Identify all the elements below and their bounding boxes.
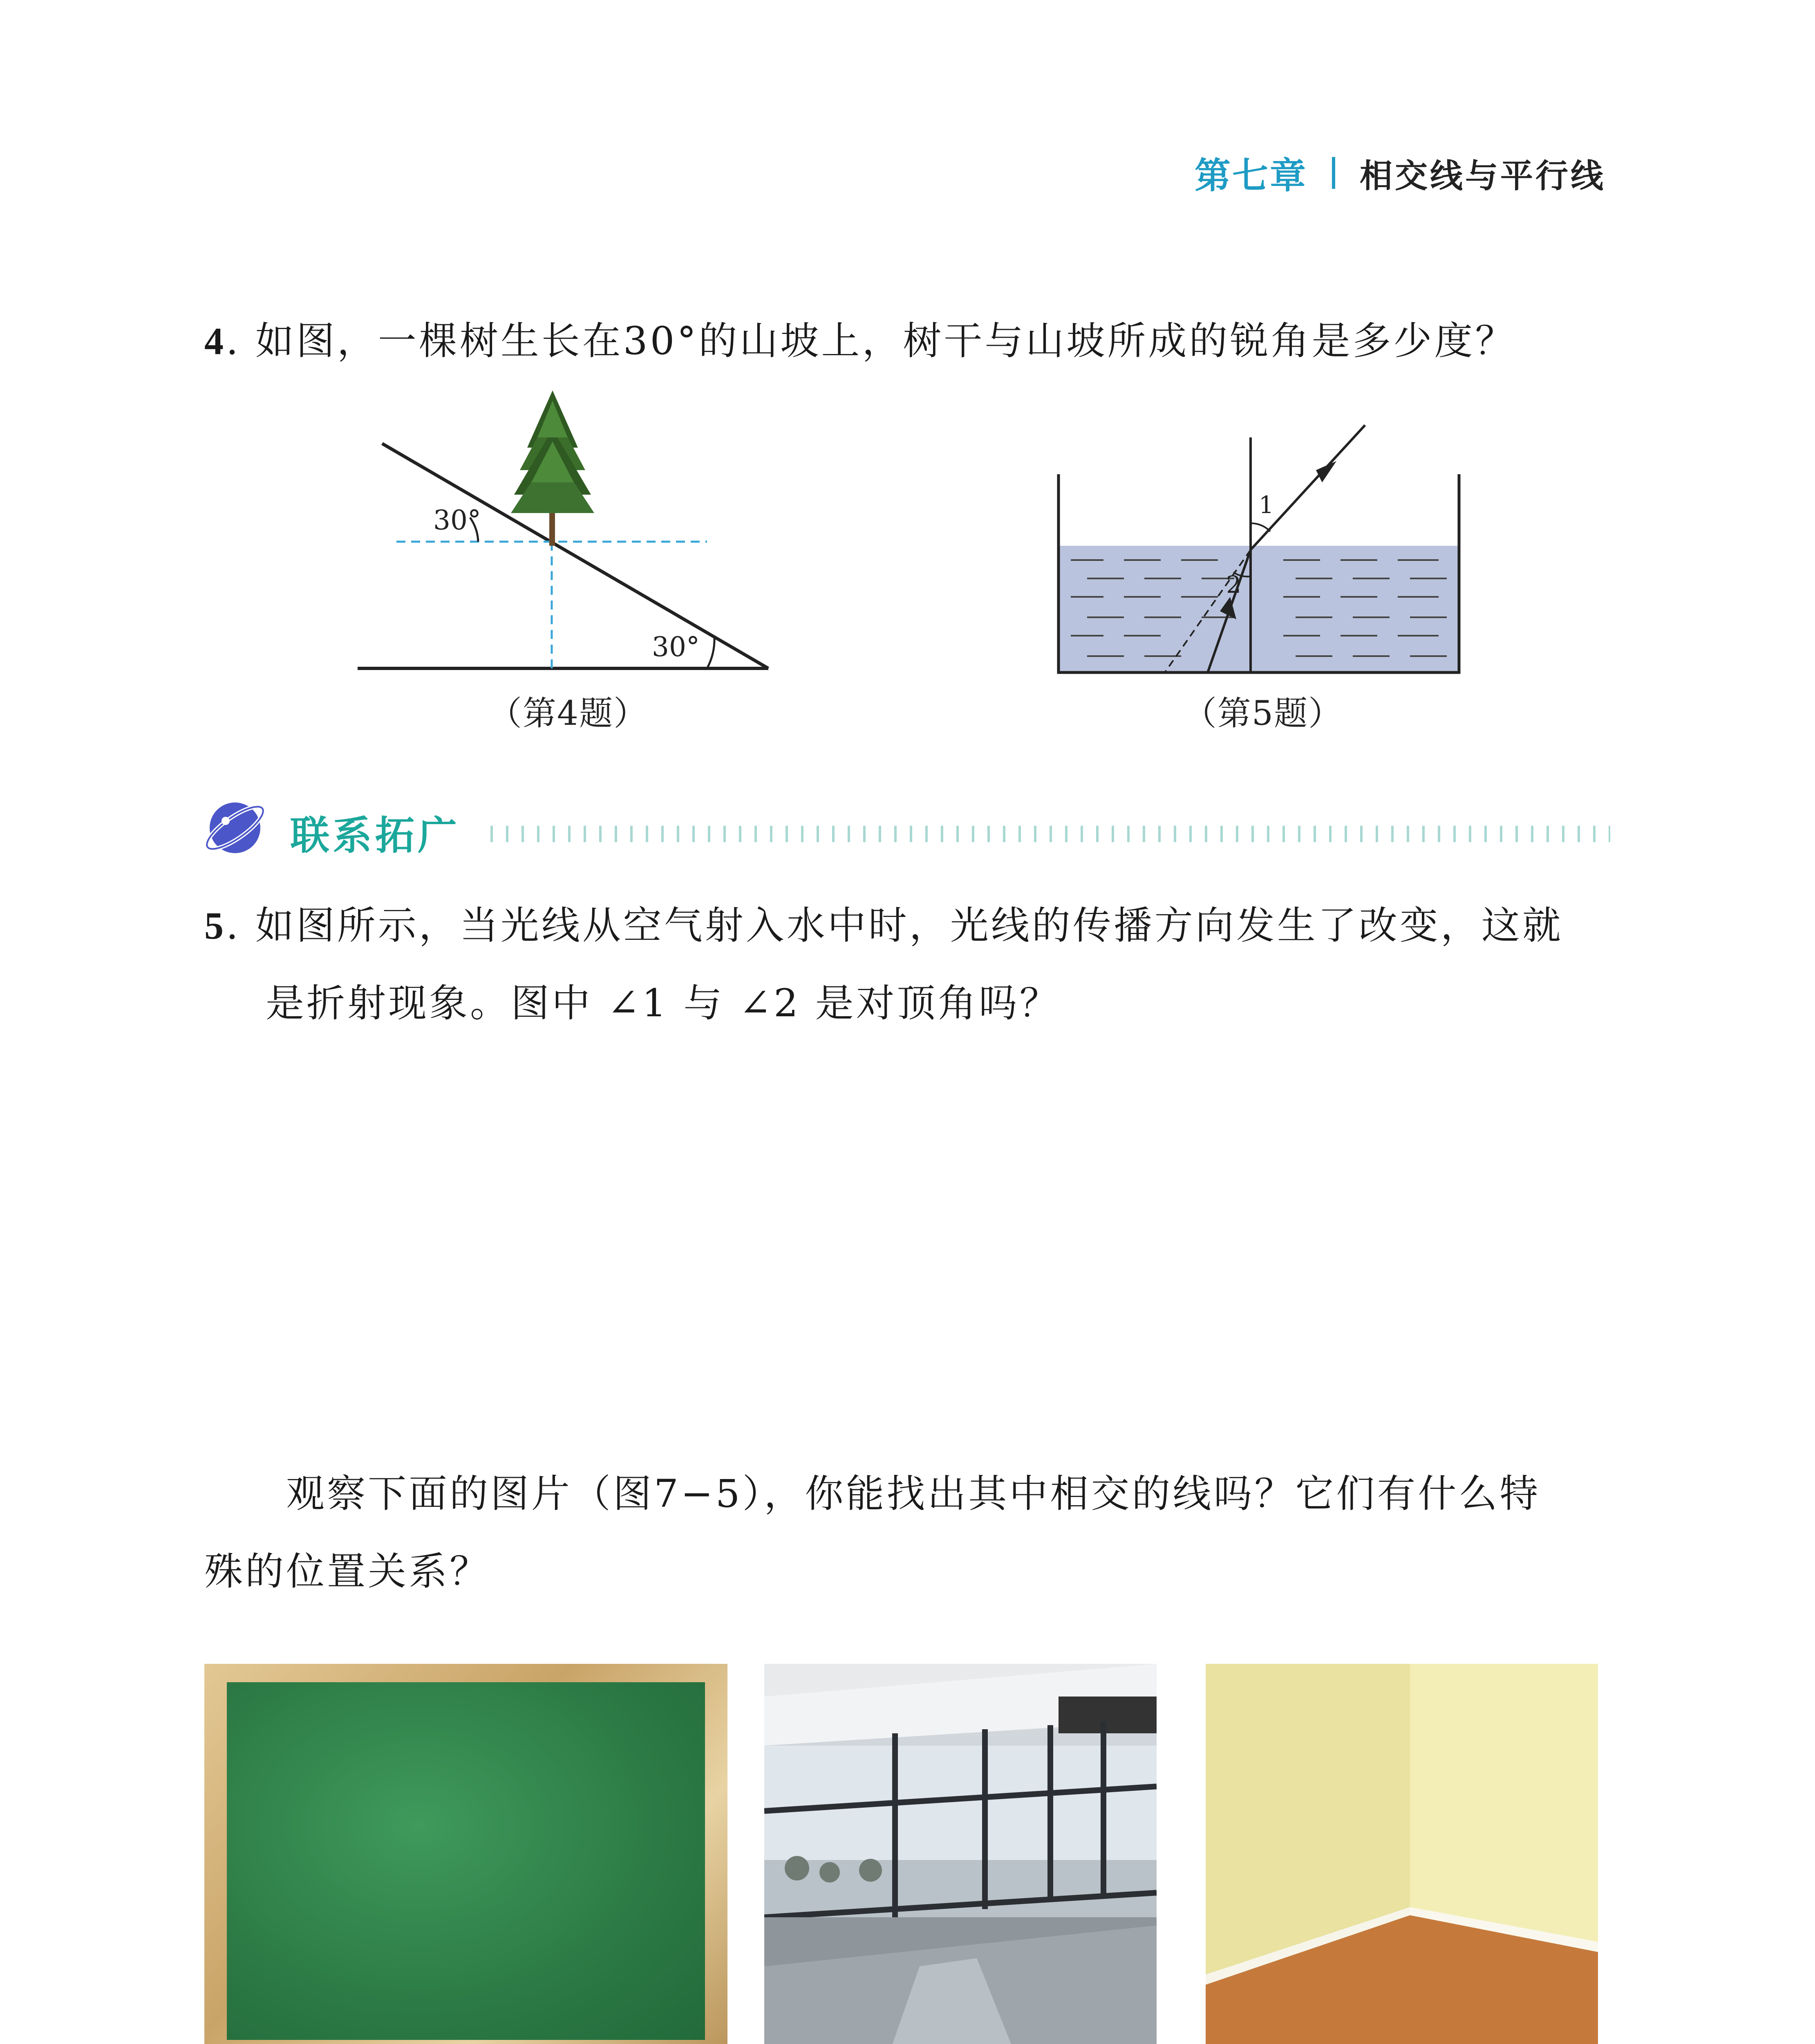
angle-1-label: 1 (1259, 491, 1274, 519)
water-body (1059, 546, 1459, 672)
problem-text: . 如图，一棵树生长在30°的山坡上，树干与山坡所成的锐角是多少度？ (226, 319, 1516, 363)
section-heading (204, 797, 1610, 863)
angle-arc-bottom (707, 638, 714, 668)
chapter-label: 第七章 (1194, 155, 1307, 197)
chapter-title: 相交线与平行线 (1360, 157, 1606, 195)
figure-5-caption: （第5题） (1183, 694, 1343, 733)
observe-line-1: 观察下面的图片（图7−5），你能找出其中相交的线吗？它们有什么特 (286, 1472, 1541, 1516)
angle-label-bottom: 30° (652, 631, 700, 663)
problem-5 (204, 887, 1610, 1042)
problem-text-line-2: 是折射现象。图中 ∠1 与 ∠2 是对顶角吗？ (266, 981, 1061, 1026)
problem-4 (204, 303, 1516, 380)
photo-window-hall (764, 1664, 1157, 2044)
photo-blackboard (204, 1664, 727, 2044)
figure-slope-tree (351, 376, 785, 733)
observe-paragraph (204, 1455, 1610, 1611)
photo-room-corner (1206, 1664, 1598, 2044)
problem-number: 4 (204, 320, 226, 363)
header-divider (1332, 157, 1335, 189)
angle-2-label: 2 (1226, 571, 1241, 598)
tree-icon (511, 390, 594, 546)
section-title: 联系拓广 (290, 813, 460, 858)
section-divider (490, 826, 1610, 842)
problem-number: 5 (204, 905, 226, 947)
planet-icon (204, 797, 266, 858)
observe-line-2: 殊的位置关系？ (204, 1549, 491, 1594)
angle-label-top: 30° (433, 504, 481, 536)
incident-ray (1251, 425, 1365, 550)
problem-text-line-1: . 如图所示，当光线从空气射入水中时，光线的传播方向发生了改变，这就 (226, 903, 1563, 948)
page-header (1195, 147, 1606, 199)
incident-arrow-icon (1316, 461, 1336, 482)
figure-4-caption: （第4题） (488, 694, 648, 733)
figure-refraction (1054, 413, 1471, 733)
